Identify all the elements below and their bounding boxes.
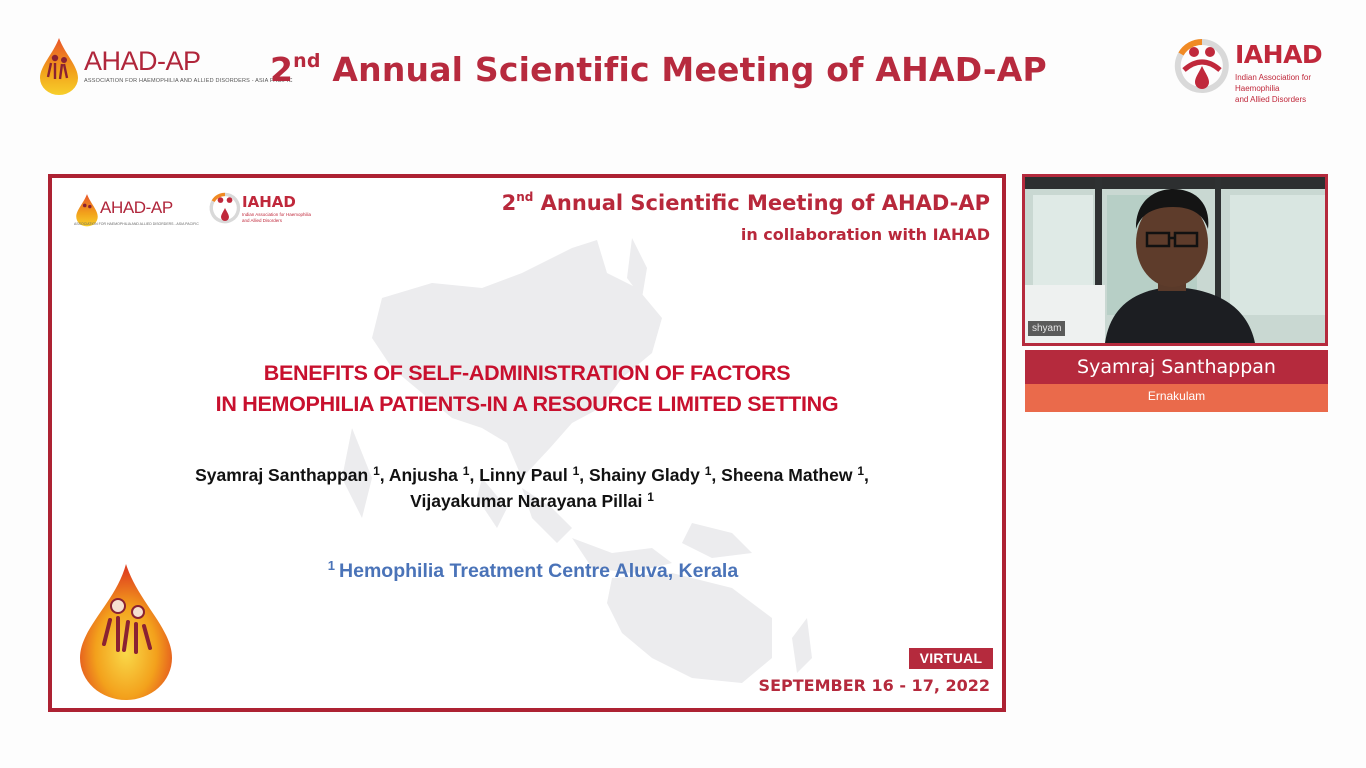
author-affiliation-mark: 1 [373,464,380,478]
author-name: Syamraj Santhappan [195,465,369,485]
author-name: Sheena Mathew [721,465,853,485]
author-affiliation-mark: 1 [572,464,580,478]
iahad-emblem-icon [208,190,242,226]
page-title: 2nd Annual Scientific Meeting of AHAD-AP [270,50,1047,89]
event-dates: SEPTEMBER 16 - 17, 2022 [758,676,990,695]
slide-title: 2nd Annual Scientific Meeting of AHAD-AP [501,190,990,215]
author-item [389,465,479,485]
logo-subtitle: ASSOCIATION FOR HAEMOPHILIA AND ALLIED DISORDERS - ASIA PACIFIC [84,78,293,84]
logo-subtitle: ASSOCIATION FOR HAEMOPHILIA AND ALLIED DISORDERS - ASIA PACIFIC [74,222,199,226]
author-affiliation-mark: 1 [647,490,654,504]
author-separator: , [711,465,722,485]
author-item [195,465,389,485]
logo-subtitle: Indian Association for Haemophilia and Allied Disorders [242,212,312,223]
slide-subtitle: in collaboration with IAHAD [740,225,990,244]
author-item [589,465,721,485]
author-affiliation-mark: 1 [462,464,470,478]
speaker-video[interactable] [1022,174,1328,346]
blood-drop-icon [36,36,82,96]
paper-title: BENEFITS OF SELF-ADMINISTRATION OF FACTORS IN HEMOPHILIA PATIENTS-IN A RESOURCE LIMITED SETTING [215,361,839,416]
author-item [410,491,654,511]
iahad-logo [1172,36,1348,104]
speaker-location: Ernakulam [1025,384,1328,412]
author-name: Shainy Glady [588,465,700,485]
logo-name: AHAD-AP [84,46,201,76]
ahad-ap-logo [74,190,199,232]
author-item [479,465,589,485]
author-name: Linny Paul [479,465,568,485]
logo-subtitle: Indian Association for Haemophilia and Allied Disorders [1235,73,1312,104]
author-separator: , [469,465,480,485]
author-affiliation-mark: 1 [704,464,712,478]
speaker-video-frame [1025,177,1325,343]
author-item [721,465,869,485]
author-name: Vijayakumar Narayana Pillai [410,491,643,511]
ahad-ap-logo [34,34,293,100]
author-separator: , [379,465,389,485]
iahad-emblem-icon [1172,36,1232,96]
author-separator: , [579,465,589,485]
shared-slide [48,174,1006,712]
asia-pacific-map-watermark [52,178,1002,708]
virtual-badge: VIRTUAL [909,648,993,669]
speaker-name: Syamraj Santhappan [1025,350,1328,384]
affiliation: $^1$ Hemophilia Treatment Centre Aluva, Kerala [327,558,739,582]
family-drop-icon [76,562,178,702]
author-list [192,460,872,512]
logo-name: AHAD-AP [100,198,173,217]
author-name: Anjusha [388,465,458,485]
iahad-logo [208,190,318,230]
participant-name-tag: shyam [1028,321,1065,336]
logo-name: IAHAD [1235,40,1323,69]
logo-name: IAHAD [242,193,296,211]
author-separator: , [864,465,869,485]
author-affiliation-mark: 1 [857,464,865,478]
